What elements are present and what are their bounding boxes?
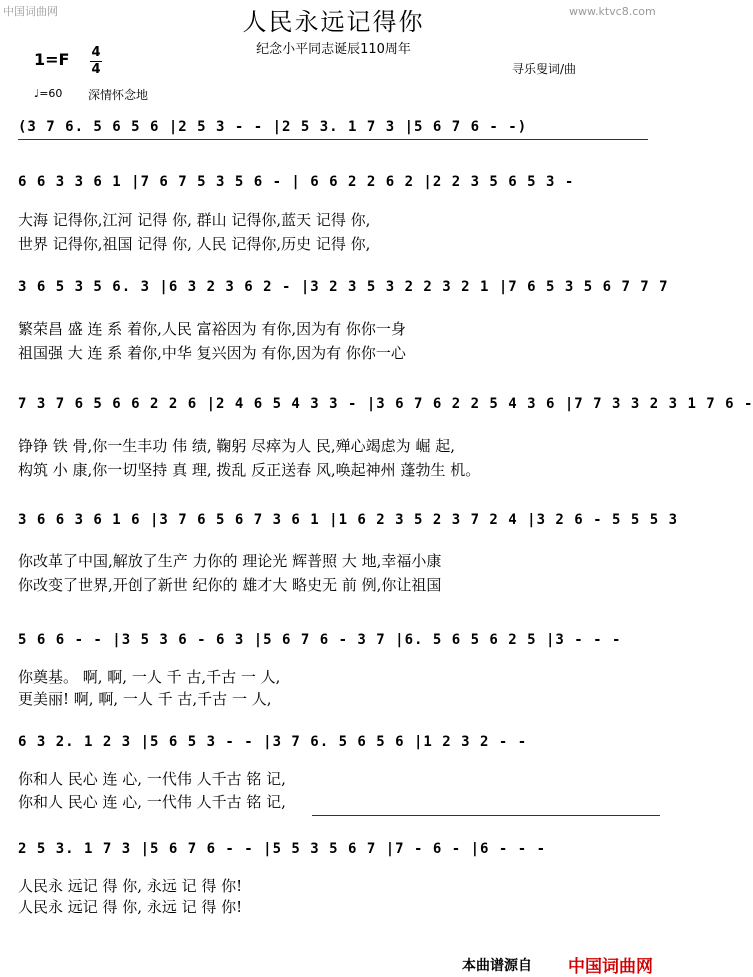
notation-line-1: (3 7 6. 5 6 5 6 |2 5 3 - - |2 5 3. 1 7 3 |5 6 7 6 - -) bbox=[18, 119, 528, 135]
lyric-line-6b: 更美丽! 啊, 啊, 一人 千 古,千古 一 人, bbox=[18, 690, 272, 708]
footer-source-label: 本曲谱源自 bbox=[462, 958, 532, 974]
author-credit: 寻乐叟词/曲 bbox=[512, 62, 577, 76]
song-title: 人民永远记得你 bbox=[242, 8, 425, 36]
lyric-line-6a: 你奠基。 啊, 啊, 一人 千 古,千古 一 人, bbox=[18, 668, 281, 686]
lyric-line-3a: 繁荣昌 盛 连 系 着你,人民 富裕因为 有你,因为有 你你一身 bbox=[18, 320, 406, 338]
tempo-marking: ♩=60 bbox=[34, 87, 63, 100]
lyric-line-7a: 你和人 民心 连 心, 一代伟 人千古 铭 记, bbox=[18, 770, 286, 788]
lyric-line-4b: 构筑 小 康,你一切坚持 真 理, 拨乱 反正送春 风,唤起神州 蓬勃生 机。 bbox=[18, 461, 481, 479]
time-signature bbox=[90, 46, 102, 77]
lyric-line-4a: 铮铮 铁 骨,你一生丰功 伟 绩, 鞠躬 尽瘁为人 民,殚心竭虑为 崛 起, bbox=[18, 437, 455, 455]
notation-line-6: 5 6 6 - - |3 5 3 6 - 6 3 |5 6 7 6 - 3 7 |6. 5 6 5 6 2 5 |3 - - - bbox=[18, 632, 622, 648]
song-subtitle: 纪念小平同志诞辰110周年 bbox=[256, 42, 411, 57]
notation-line-5: 3 6 6 3 6 1 6 |3 7 6 5 6 7 3 6 1 |1 6 2 3 5 2 3 7 2 4 |3 2 6 - 5 5 5 3 bbox=[18, 512, 679, 528]
lyric-line-8a: 人民永 远记 得 你, 永远 记 得 你! bbox=[18, 877, 243, 895]
meter-bottom: 4 bbox=[91, 62, 101, 77]
notation-line-7: 6 3 2. 1 2 3 |5 6 5 3 - - |3 7 6. 5 6 5 6 |1 2 3 2 - - bbox=[18, 734, 528, 750]
lyric-line-8b: 人民永 远记 得 你, 永远 记 得 你! bbox=[18, 898, 243, 916]
lyric-line-5b: 你改变了世界,开创了新世 纪你的 雄才大 略史无 前 例,你让祖国 bbox=[18, 576, 442, 594]
key-signature: 1=F bbox=[34, 50, 70, 69]
watermark-left: 中国词曲网 bbox=[3, 5, 58, 18]
notation-line-3: 3 6 5 3 5 6. 3 |6 3 2 3 6 2 - |3 2 3 5 3 2 2 3 2 1 |7 6 5 3 5 6 7 7 7 bbox=[18, 279, 669, 295]
lyric-line-3b: 祖国强 大 连 系 着你,中华 复兴因为 有你,因为有 你你一心 bbox=[18, 344, 406, 362]
footer-brand-logo: 中国词曲网 bbox=[568, 957, 653, 977]
lyric-line-5a: 你改革了中国,解放了生产 力你的 理论光 辉普照 大 地,幸福小康 bbox=[18, 552, 442, 570]
notation-line-2: 6 6 3 3 6 1 |7 6 7 5 3 5 6 - | 6 6 2 2 6 2 |2 2 3 5 6 5 3 - bbox=[18, 174, 575, 190]
lyric-line-7b: 你和人 民心 连 心, 一代伟 人千古 铭 记, bbox=[18, 793, 286, 811]
final-phrase-line bbox=[312, 815, 660, 816]
expression-marking: 深情怀念地 bbox=[88, 88, 149, 102]
lyric-line-2b: 世界 记得你,祖国 记得 你, 人民 记得你,历史 记得 你, bbox=[18, 235, 371, 253]
notation-line-8: 2 5 3. 1 7 3 |5 6 7 6 - - |5 5 3 5 6 7 |7 - 6 - |6 - - - bbox=[18, 841, 547, 857]
meter-top: 4 bbox=[91, 45, 101, 60]
notation-line-4: 7 3 7 6 5 6 6 2 2 6 |2 4 6 5 4 3 3 - |3 6 7 6 2 2 5 4 3 6 |7 7 3 3 2 3 1 7 6 - bbox=[18, 396, 753, 412]
lyric-line-2a: 大海 记得你,江河 记得 你, 群山 记得你,蓝天 记得 你, bbox=[18, 211, 371, 229]
watermark-right: www.ktvc8.com bbox=[569, 5, 656, 18]
underline-1 bbox=[18, 139, 648, 140]
